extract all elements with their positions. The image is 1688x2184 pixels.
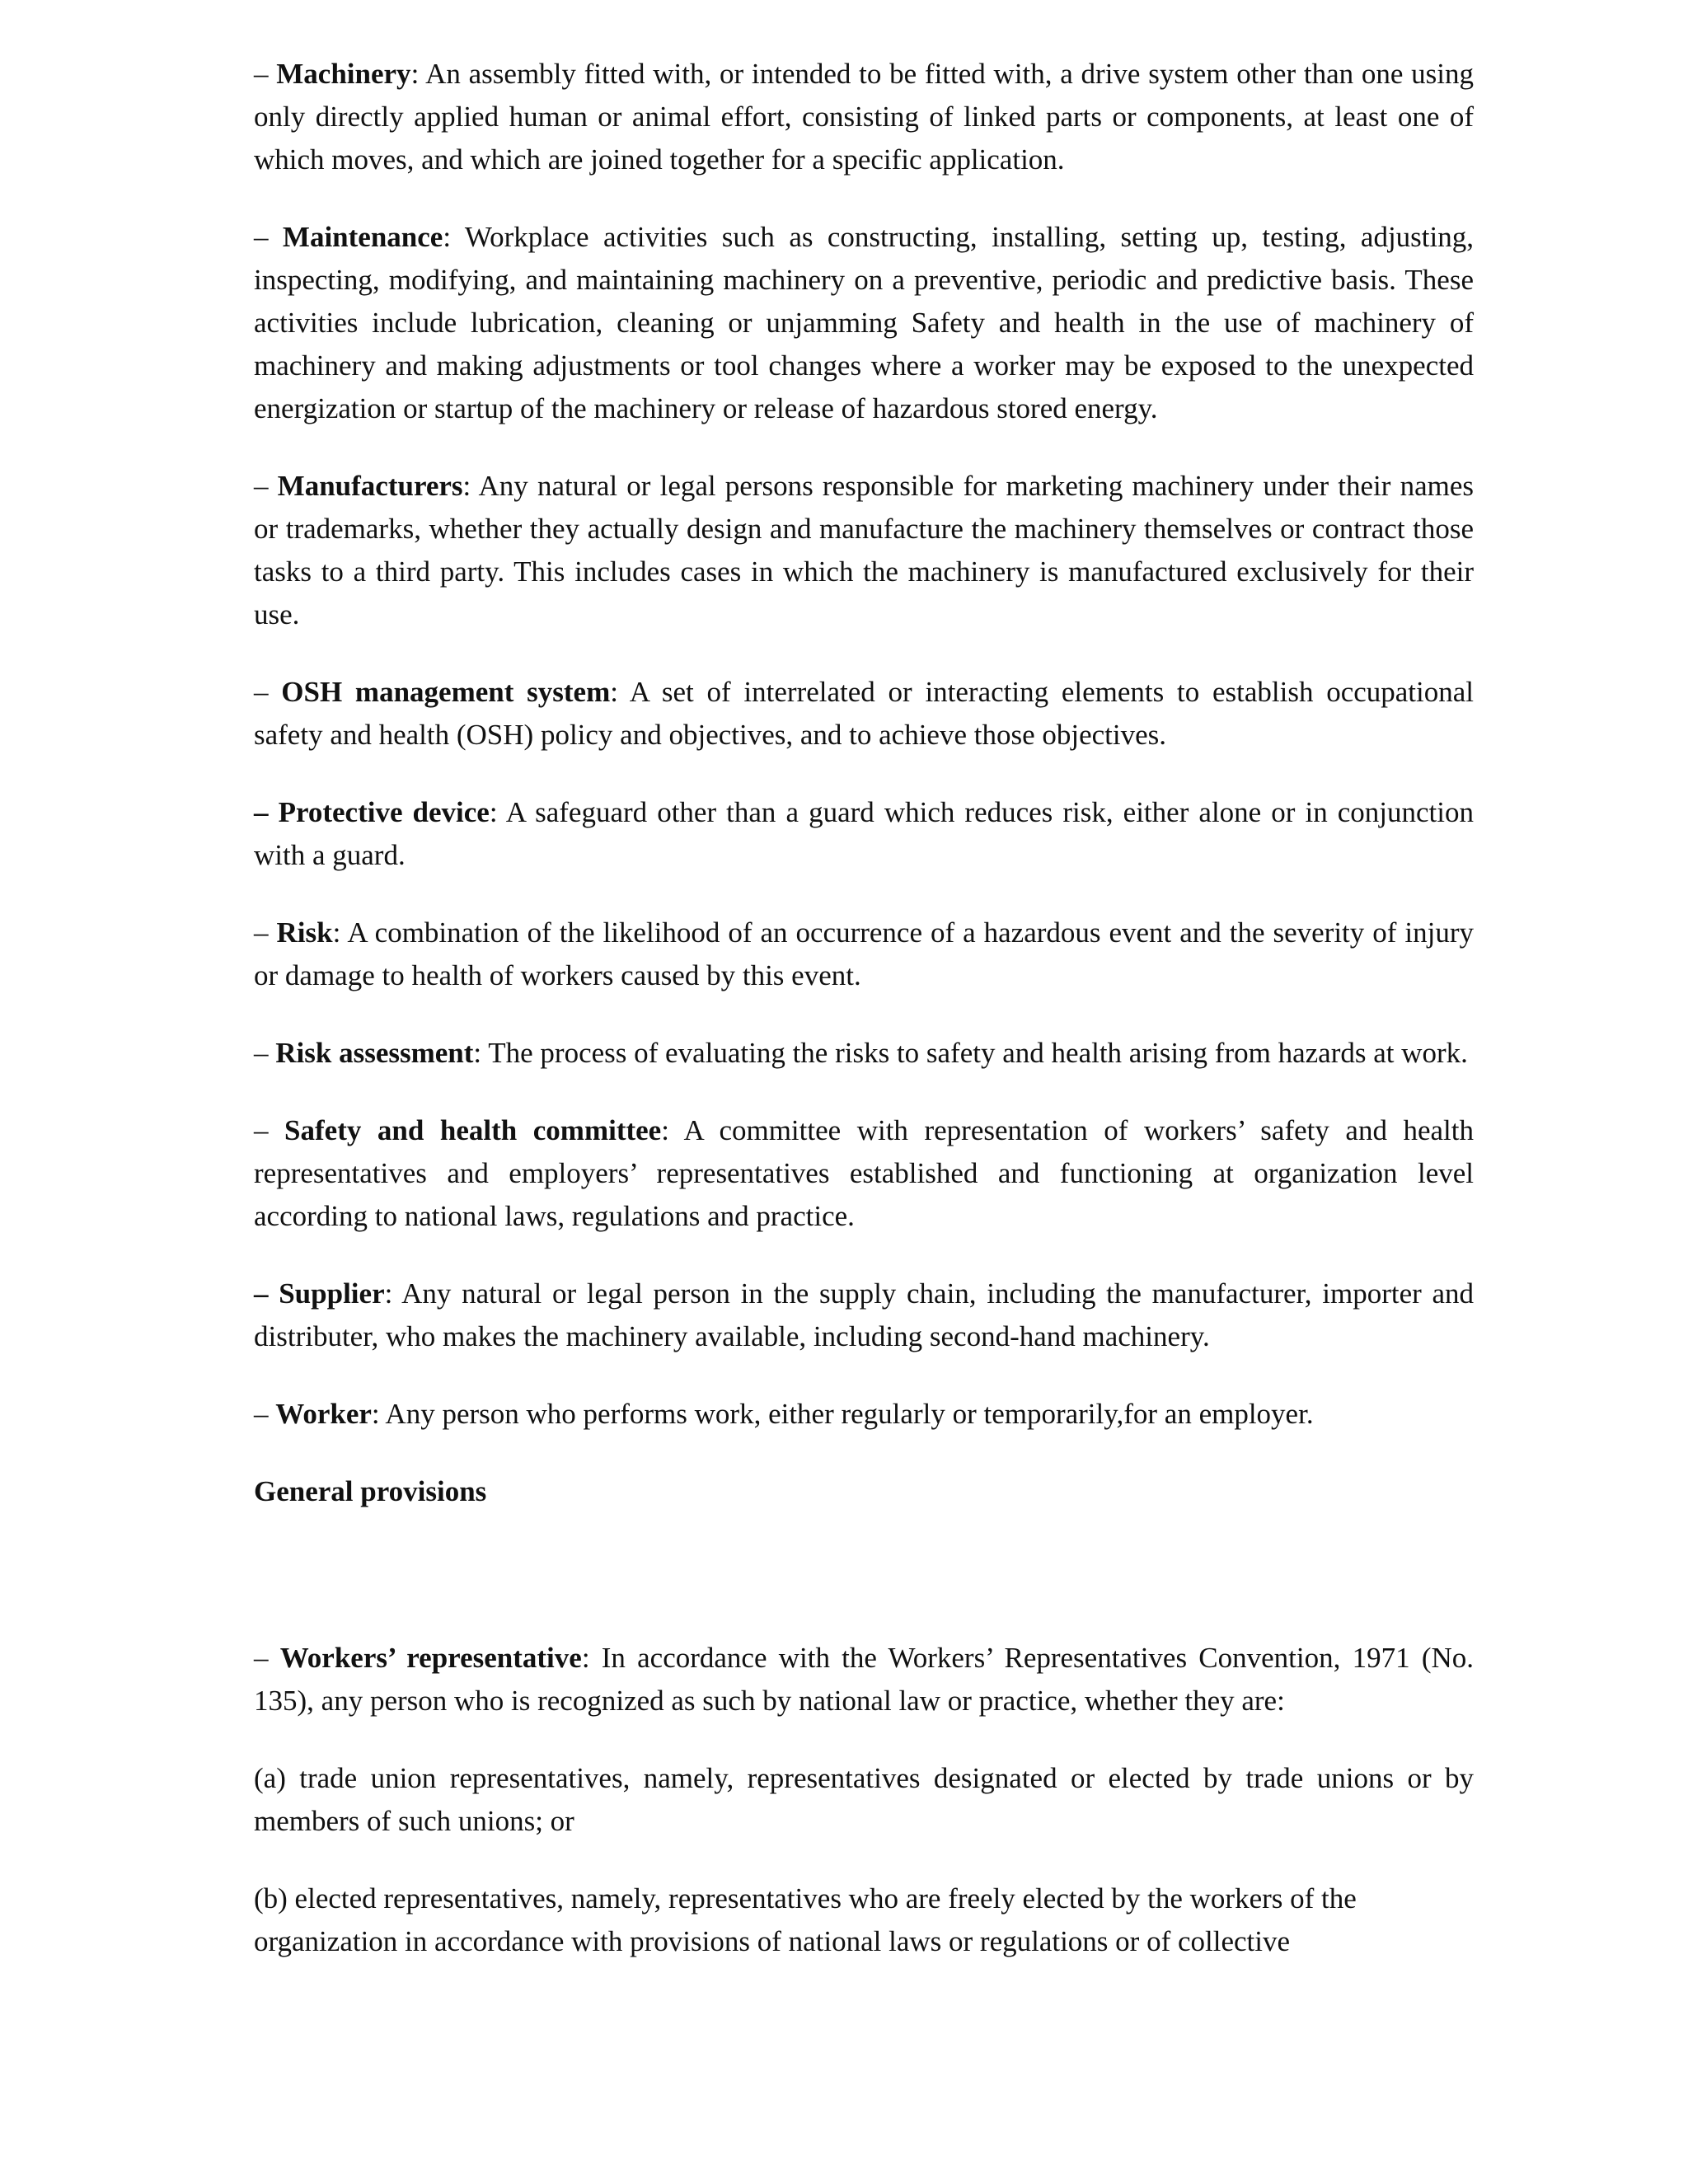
list-item-b: (b) elected representatives, namely, representatives who are freely elected by the workers of the organization in accordance with provisions of national laws or regulations or of collective (254, 1882, 1357, 1957)
definition-text: : Any natural or legal person in the supply chain, including the manufacturer, importer and distributer, who makes the machinery available, including second-hand machinery. (254, 1277, 1475, 1352)
list-item-a: (a) trade union representatives, namely, representatives designated or elected by trade unions or by members of such unions; or (254, 1762, 1474, 1837)
definition-risk (254, 912, 1474, 997)
definition-term: Risk (276, 916, 333, 949)
definition-risk-assessment (254, 1032, 1474, 1075)
definition-term: Workers’ representative (279, 1642, 582, 1674)
document-body (254, 53, 1474, 1998)
definition-term: OSH management system (281, 676, 611, 708)
definition-safety-and-health-committee (254, 1109, 1474, 1238)
definition-supplier (254, 1272, 1474, 1358)
definition-osh-management-system (254, 671, 1474, 757)
blank-space (254, 1513, 1474, 1637)
definition-worker (254, 1393, 1474, 1436)
definition-workers-representative (254, 1637, 1474, 1722)
definition-term: Worker (275, 1398, 372, 1430)
definition-text: : A set of interrelated or interacting elements to establish occupational safety and health (OSH) policy and objectives, and to achieve those objectives. (254, 676, 1475, 751)
definition-manufacturers (254, 465, 1474, 636)
definition-dash: – (254, 676, 282, 708)
definition-protective-device (254, 791, 1474, 877)
definition-term: Risk assessment (275, 1037, 474, 1069)
definition-dash: – (254, 796, 279, 828)
definition-term: Supplier (279, 1277, 385, 1310)
definition-text: : A committee with representation of workers’ safety and health representatives and employers’ representatives established and functioning at organization level according to national laws, regulations and practice. (254, 1114, 1475, 1232)
definition-dash: – (254, 470, 278, 502)
definition-text: : Any person who performs work, either regularly or temporarily,for an employer. (371, 1398, 1314, 1430)
definition-term: Safety and health committee (284, 1114, 662, 1146)
definition-text: : A safeguard other than a guard which reduces risk, either alone or in conjunction with a guard. (254, 796, 1474, 871)
definition-text: : The process of evaluating the risks to safety and health arising from hazards at work. (473, 1037, 1468, 1069)
definition-text: : Workplace activities such as constructing, installing, setting up, testing, adjusting, inspecting, modifying, and maintaining machinery on a preventive, periodic and predictive basis. These activities include lubrication, cleaning or unjamming Safety and health in the use of machinery of machinery and making adjustments or tool changes where a worker may be exposed to the unexpected energization or startup of the machinery or release of hazardous stored energy. (254, 221, 1474, 424)
definition-text: : In accordance with the Workers’ Representatives Convention, 1971 (No. 135), any person who is recognized as such by national law or practice, whether they are: (254, 1642, 1475, 1717)
definition-term: Manufacturers (277, 470, 463, 502)
definition-dash: – (254, 1277, 279, 1310)
definition-dash: – (254, 58, 277, 90)
definition-maintenance (254, 216, 1474, 430)
definition-dash: – (254, 1398, 276, 1430)
definition-text: : An assembly fitted with, or intended to be fitted with, a drive system other than one using only directly applied human or animal effort, consisting of linked parts or components, at least one of which moves, and which are joined together for a specific application. (254, 58, 1474, 176)
definition-dash: – (254, 916, 277, 949)
definition-dash: – (254, 1642, 280, 1674)
definition-text: : A combination of the likelihood of an occurrence of a hazardous event and the severity of injury or damage to health of workers caused by this event. (254, 916, 1474, 991)
definition-term: Machinery (276, 58, 411, 90)
definition-term: Maintenance (282, 221, 443, 253)
definition-dash: – (254, 1114, 285, 1146)
section-heading: General provisions (254, 1475, 487, 1507)
definition-machinery (254, 53, 1474, 181)
definition-text: : Any natural or legal persons responsible for marketing machinery under their names or trademarks, whether they actually design and manufacture the machinery themselves or contract those tasks to a third party. This includes cases in which the machinery is manufactured exclusively for their use. (254, 470, 1474, 630)
definition-dash: – (254, 1037, 276, 1069)
definition-term: Protective device (278, 796, 490, 828)
definition-dash: – (254, 221, 283, 253)
